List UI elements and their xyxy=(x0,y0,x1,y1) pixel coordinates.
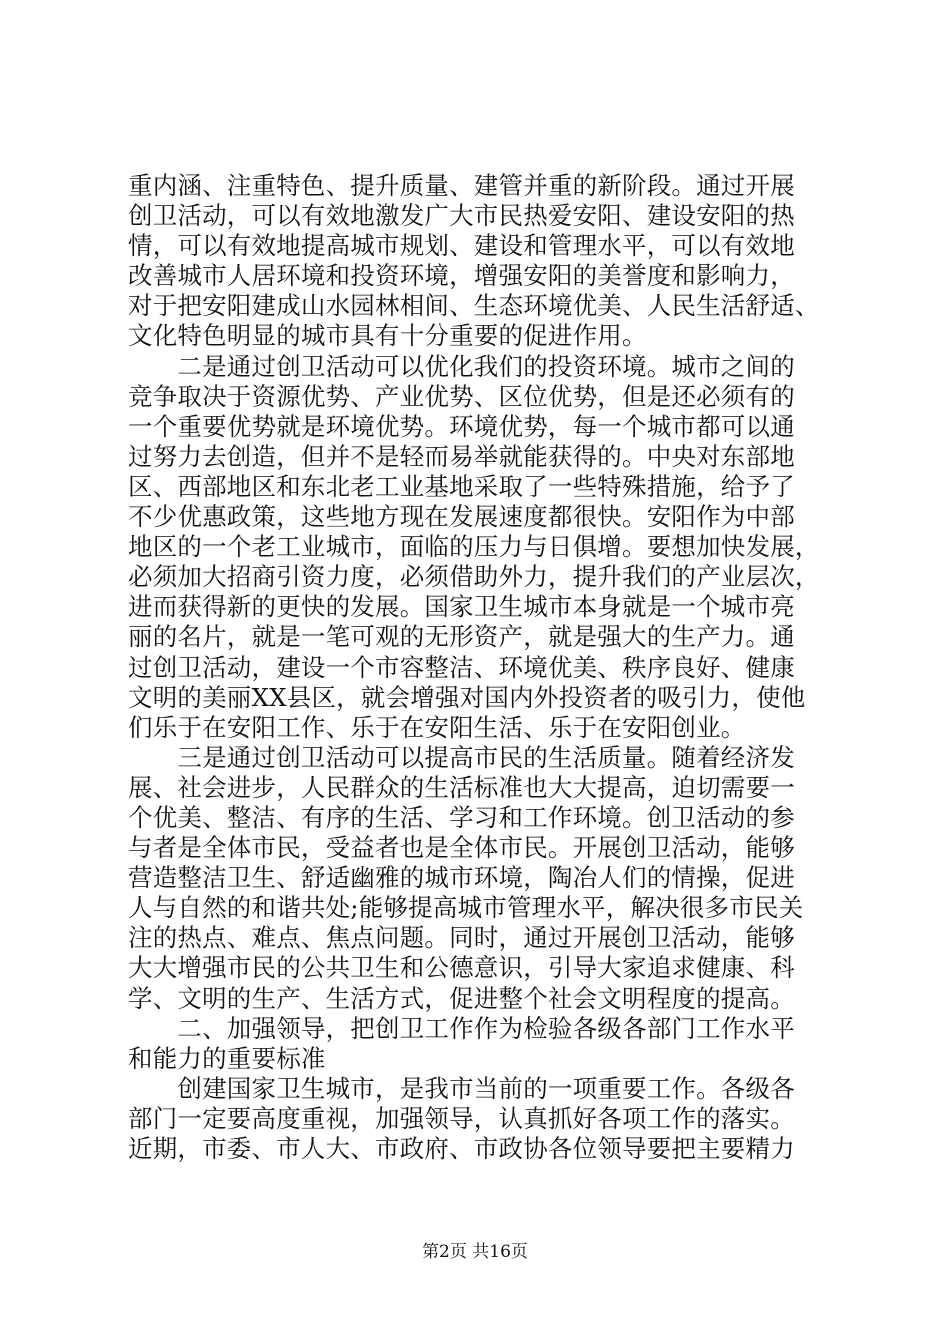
text-line: 文明的美丽XX县区，就会增强对国内外投资者的吸引力，使他 xyxy=(128,682,806,712)
text-line: 区、西部地区和东北老工业基地采取了一些特殊措施，给予了 xyxy=(128,471,795,501)
text-line: 地区的一个老工业城市，面临的压力与日俱增。要想加快发展， xyxy=(128,532,820,562)
text-line: 们乐于在安阳工作、乐于在安阳生活、乐于在安阳创业。 xyxy=(128,712,746,742)
text-line: 不少优惠政策，这些地方现在发展速度都很快。安阳作为中部 xyxy=(128,502,795,532)
text-line: 改善城市人居环境和投资环境，增强安阳的美誉度和影响力， xyxy=(128,261,795,291)
text-line: 学、文明的生产、生活方式，促进整个社会文明程度的提高。 xyxy=(128,983,795,1013)
text-line: 过努力去创造，但并不是轻而易举就能获得的。中央对东部地 xyxy=(128,441,795,471)
page-number-footer: 第2页 共16页 xyxy=(422,1242,528,1262)
text-line: 竞争取决于资源优势、产业优势、区位优势，但是还必须有的 xyxy=(128,381,795,411)
text-line: 部门一定要高度重视，加强领导，认真抓好各项工作的落实。 xyxy=(128,1103,795,1133)
text-line: 近期，市委、市人大、市政府、市政协各位领导要把主要精力 xyxy=(128,1134,795,1163)
text-line: 三是通过创卫活动可以提高市民的生活质量。随着经济发 xyxy=(128,742,795,772)
text-line: 和能力的重要标准 xyxy=(128,1043,326,1073)
text-line: 注的热点、难点、焦点问题。同时，通过开展创卫活动，能够 xyxy=(128,923,795,953)
text-line: 文化特色明显的城市具有十分重要的促进作用。 xyxy=(128,321,647,351)
text-line: 重内涵、注重特色、提升质量、建管并重的新阶段。通过开展 xyxy=(128,171,795,200)
text-line: 丽的名片，就是一笔可观的无形资产，就是强大的生产力。通 xyxy=(128,622,795,652)
text-line: 二、加强领导，把创卫工作作为检验各级各部门工作水平 xyxy=(128,1013,795,1043)
text-line: 一个重要优势就是环境优势。环境优势，每一个城市都可以通 xyxy=(128,411,795,441)
text-line: 人与自然的和谐共处;能够提高城市管理水平，解决很多市民关 xyxy=(128,893,804,923)
text-line: 情，可以有效地提高城市规划、建设和管理水平，可以有效地 xyxy=(128,231,795,261)
document-body xyxy=(128,171,848,1164)
text-line: 展、社会进步，人民群众的生活标准也大大提高，迫切需要一 xyxy=(128,772,795,802)
text-line: 个优美、整洁、有序的生活、学习和工作环境。创卫活动的参 xyxy=(128,802,795,832)
text-line: 大大增强市民的公共卫生和公德意识，引导大家追求健康、科 xyxy=(128,953,795,983)
text-line: 创卫活动，可以有效地激发广大市民热爱安阳、建设安阳的热 xyxy=(128,201,795,231)
text-line: 二是通过创卫活动可以优化我们的投资环境。城市之间的 xyxy=(128,351,795,381)
text-line: 与者是全体市民，受益者也是全体市民。开展创卫活动，能够 xyxy=(128,833,795,863)
text-line: 创建国家卫生城市，是我市当前的一项重要工作。各级各 xyxy=(128,1073,795,1103)
text-line: 进而获得新的更快的发展。国家卫生城市本身就是一个城市亮 xyxy=(128,592,795,622)
text-line: 营造整洁卫生、舒适幽雅的城市环境，陶冶人们的情操，促进 xyxy=(128,863,795,893)
text-line: 必须加大招商引资力度，必须借助外力，提升我们的产业层次， xyxy=(128,562,820,592)
text-line: 过创卫活动，建设一个市容整洁、环境优美、秩序良好、健康 xyxy=(128,652,795,682)
text-line: 对于把安阳建成山水园林相间、生态环境优美、人民生活舒适、 xyxy=(128,291,820,321)
